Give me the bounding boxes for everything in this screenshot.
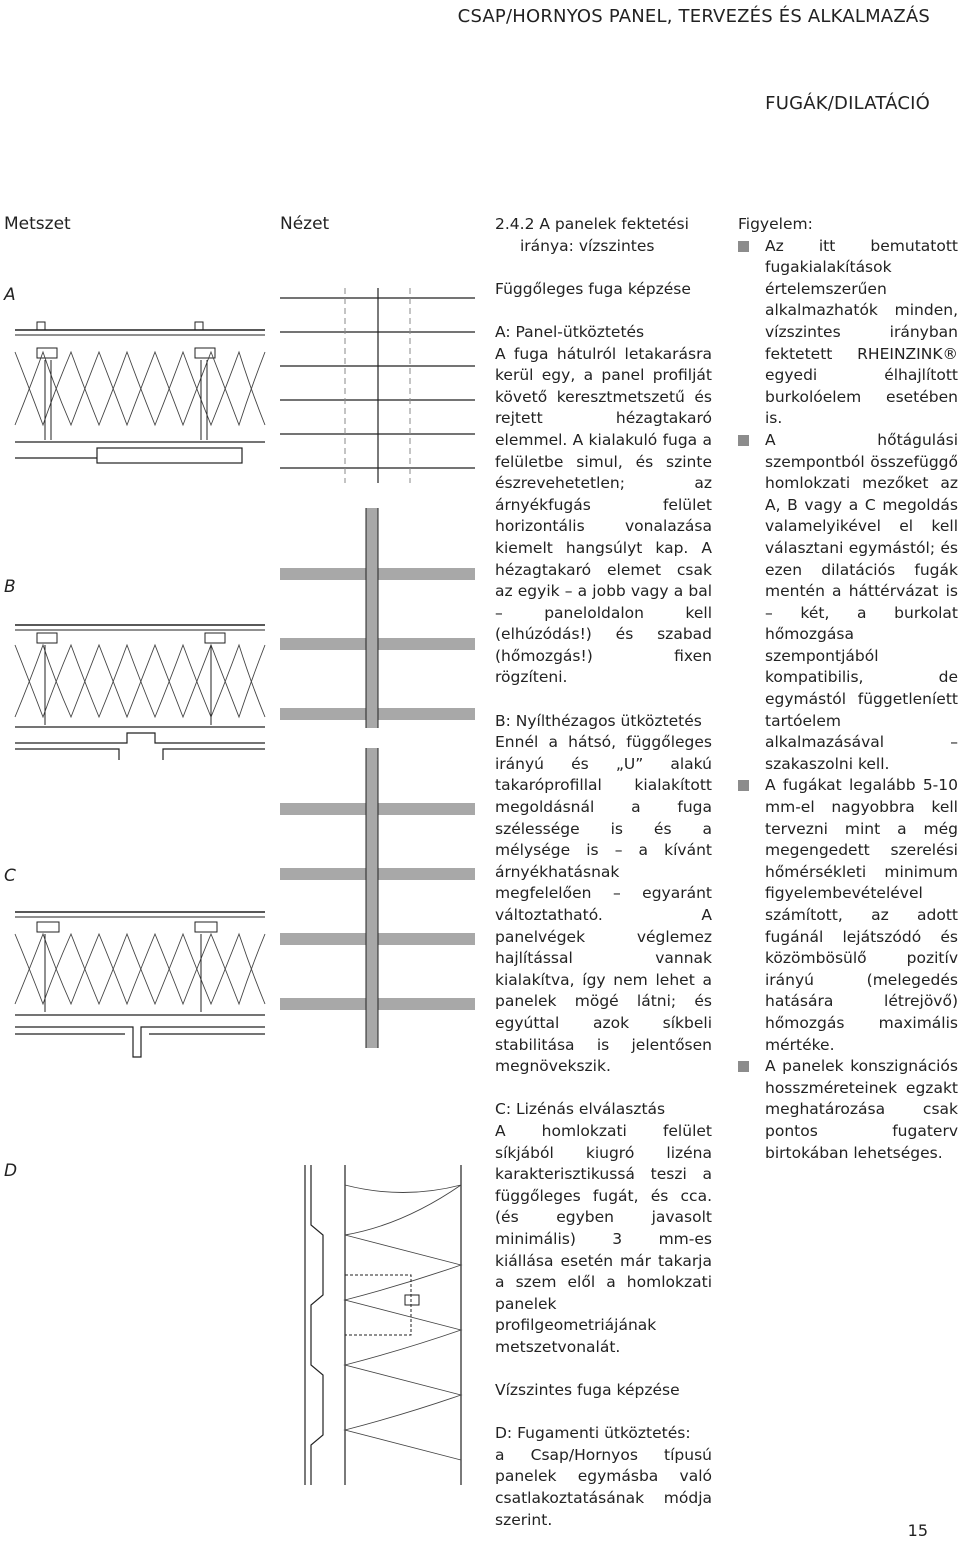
c-text: A homlokzati felület síkjából kiugró lizéna karakterisztikussá teszi a függőleges fugát, és cca. (és egyben javasolt minimális) 3 mm-es kiállása esetén már takarja a szem elől a homlokzati panelek profilgeometriájának metszetvonalát. bbox=[495, 1121, 712, 1356]
view-block-c bbox=[280, 748, 475, 1048]
b-title: B: Nyílthézagos ütköztetés bbox=[495, 711, 702, 730]
bullet-square-icon bbox=[738, 1061, 749, 1072]
bullet-square-icon bbox=[738, 435, 749, 446]
d-text: a Csap/Hornyos típusú panelek egymásba való csatlakoztatásának módja szerint. bbox=[495, 1445, 712, 1529]
section-drawing-b bbox=[15, 625, 265, 765]
section-drawing-a bbox=[15, 330, 265, 470]
main-text-column bbox=[495, 214, 712, 1531]
note-item bbox=[738, 775, 958, 1056]
section-letter-a: A bbox=[4, 285, 16, 305]
page-header-title: CSAP/HORNYOS PANEL, TERVEZÉS ÉS ALKALMAZÁS bbox=[457, 6, 930, 27]
column-heading-section: Metszet bbox=[4, 214, 71, 234]
note-item bbox=[738, 236, 958, 430]
note-item bbox=[738, 430, 958, 776]
section-heading-line-1: 2.4.2 A panelek fektetési bbox=[495, 215, 689, 233]
bullet-square-icon bbox=[738, 241, 749, 252]
note-text: Az itt bemutatott fugakialakítások értelemszerűen alkalmazhatók minden, vízszintes irányban fektetett RHEINZINK® egyedi élhajlított burkolóelem esetében is. bbox=[765, 236, 958, 428]
note-item bbox=[738, 1056, 958, 1164]
section-letter-b: B bbox=[4, 577, 16, 597]
view-block-b bbox=[280, 508, 475, 728]
section-drawing-c bbox=[15, 912, 265, 1062]
c-title: C: Lizénás elválasztás bbox=[495, 1100, 666, 1119]
view-block-a bbox=[280, 288, 475, 488]
a-text: A fuga hátulról letakarásra kerül egy, a panel profilját követő keresztmetszetű és rejtett hézagtakaró elemmel. A kialakuló fuga a felületbe simul, és szinte észrevehetetlen; az árnyékfugás felület horizontális vonalazása kiemelt hangsúlyt kap. A hézagtakaró elemet csak az egyik – a jobb vagy a bal – paneloldalon kell (elhúzódás!) és szabad (hőmozgás!) fixen rögzíteni. bbox=[495, 344, 712, 687]
a-title: A: Panel-ütköztetés bbox=[495, 322, 645, 341]
d-title: D: Fugamenti ütköztetés: bbox=[495, 1424, 691, 1443]
note-text: A panelek konszignációs hosszméreteinek egzakt meghatározása csak pontos fugaterv birtokában lehetséges. bbox=[765, 1057, 958, 1162]
note-text: A hőtágulási szempontból összefüggő homlokzati mezőket az A, B vagy a C megoldás valamelyikével el kell választani egymástól; és ezen dilatációs fugák mentén a háttérvázat is – két, a burkolat hőmozgása szempontjából kompatibilis, de egymástól függetleníett tartóelem alkalmazásával – szakaszolni kell. bbox=[765, 430, 958, 773]
section-letter-c: C bbox=[4, 866, 16, 886]
section-heading-line-2: iránya: vízszintes bbox=[520, 236, 655, 255]
page-number: 15 bbox=[907, 1521, 928, 1540]
section-letter-d: D bbox=[4, 1161, 18, 1181]
column-heading-view: Nézet bbox=[280, 214, 330, 234]
bullet-square-icon bbox=[738, 780, 749, 791]
notes-title: Figyelem: bbox=[738, 215, 813, 233]
page-header-subtitle: FUGÁK/DILATÁCIÓ bbox=[765, 93, 930, 114]
notes-list bbox=[738, 236, 958, 1165]
view-elevation-drawing bbox=[280, 268, 475, 1228]
vertical-joint-heading: Függőleges fuga képzése bbox=[495, 279, 691, 298]
b-text: Ennél a hátsó, függőleges irányú és „U” alakú takaróprofillal kialakított megoldásnál a fuga szélessége is és a mélysége is – a kívánt árnyékhatásnak megfelelően – egyaránt változtatható. A panelvégek véglemez hajlítással vannak kialakítva, így nem lehet a panelek mögé látni; és egyúttal azok síkbeli stabilitása is jelentősen megnövekszik. bbox=[495, 733, 712, 1076]
horizontal-joint-heading: Vízszintes fuga képzése bbox=[495, 1381, 680, 1400]
notes-column bbox=[738, 214, 958, 1164]
note-text: A fugákat legalább 5-10 mm-el nagyobbra kell tervezni mint a még megengedett szerelési hőmérsékleti minimum figyelembevételével számított, az adott fugánál lejátszódó és közömbösülő pozitív irányú (melegedés hatására létrejövő) hőmozgás maximális mértéke. bbox=[765, 776, 958, 1054]
